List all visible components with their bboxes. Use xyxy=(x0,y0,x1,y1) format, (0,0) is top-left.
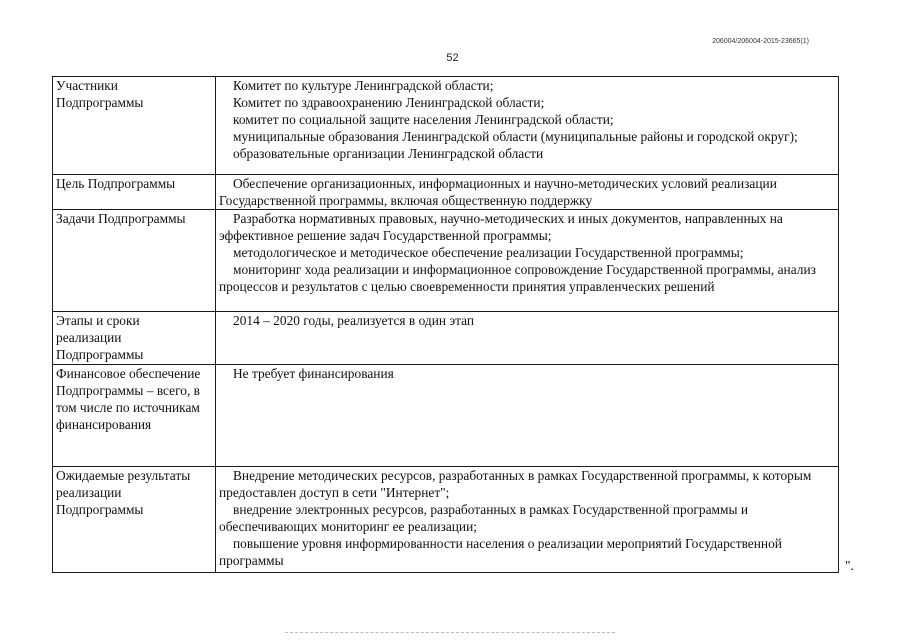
row-label: Цель Подпрограммы xyxy=(53,175,216,210)
row-content xyxy=(216,467,839,573)
row-content xyxy=(216,365,839,467)
paragraph: мониторинг хода реализации и информационное сопровождение Государственной программы, анализ процессов и результатов с целью своевременности принятия управленческих решений xyxy=(219,262,816,294)
paragraph: Внедрение методических ресурсов, разработанных в рамках Государственной программы, к которым предоставлен доступ в сети "Интернет"; xyxy=(219,468,812,500)
paragraph: 2014 – 2020 годы, реализуется в один этап xyxy=(233,313,475,328)
row-label: Задачи Подпрограммы xyxy=(53,210,216,312)
paragraph: Не требует финансирования xyxy=(233,366,394,381)
paragraph: муниципальные образования Ленинградской области (муниципальные районы и городской округ); xyxy=(233,129,798,144)
row-tasks xyxy=(53,210,839,312)
row-label: Этапы и сроки реализации Подпрограммы xyxy=(53,312,216,365)
paragraph: комитет по социальной защите населения Ленинградской области; xyxy=(233,112,614,127)
row-content xyxy=(216,210,839,312)
scan-artifact-line xyxy=(285,632,615,633)
paragraph: Обеспечение организационных, информационных и научно-методических условий реализации Государственной программы, включая общественную поддержку xyxy=(219,176,777,208)
row-stages xyxy=(53,312,839,365)
paragraph: повышение уровня информированности населения о реализации мероприятий Государственной программы xyxy=(219,536,782,568)
paragraph: Разработка нормативных правовых, научно-методических и иных документов, направленных на эффективное решение задач Государственной программы; xyxy=(219,211,783,243)
row-content xyxy=(216,312,839,365)
row-expected-results xyxy=(53,467,839,573)
passport-table xyxy=(52,76,839,573)
paragraph: Комитет по здравоохранению Ленинградской области; xyxy=(233,95,545,110)
page-number: 52 xyxy=(446,52,459,64)
paragraph: образовательные организации Ленинградской области xyxy=(233,146,544,161)
row-financing xyxy=(53,365,839,467)
closing-quote: ". xyxy=(845,558,854,573)
row-label: Финансовое обеспечение Подпрограммы – всего, в том числе по источникам финансирования xyxy=(53,365,216,467)
row-goal xyxy=(53,175,839,210)
document-id: 206004/206004-2015-23665(1) xyxy=(712,38,809,45)
row-content xyxy=(216,77,839,175)
row-label: Ожидаемые результаты реализации Подпрограммы xyxy=(53,467,216,573)
paragraph: Комитет по культуре Ленинградской области; xyxy=(233,78,494,93)
row-participants xyxy=(53,77,839,175)
paragraph: внедрение электронных ресурсов, разработанных в рамках Государственной программы и обеспечивающих мониторинг ее реализации; xyxy=(219,502,748,534)
row-content xyxy=(216,175,839,210)
paragraph: методологическое и методическое обеспечение реализации Государственной программы; xyxy=(233,245,744,260)
row-label: Участники Подпрограммы xyxy=(53,77,216,175)
